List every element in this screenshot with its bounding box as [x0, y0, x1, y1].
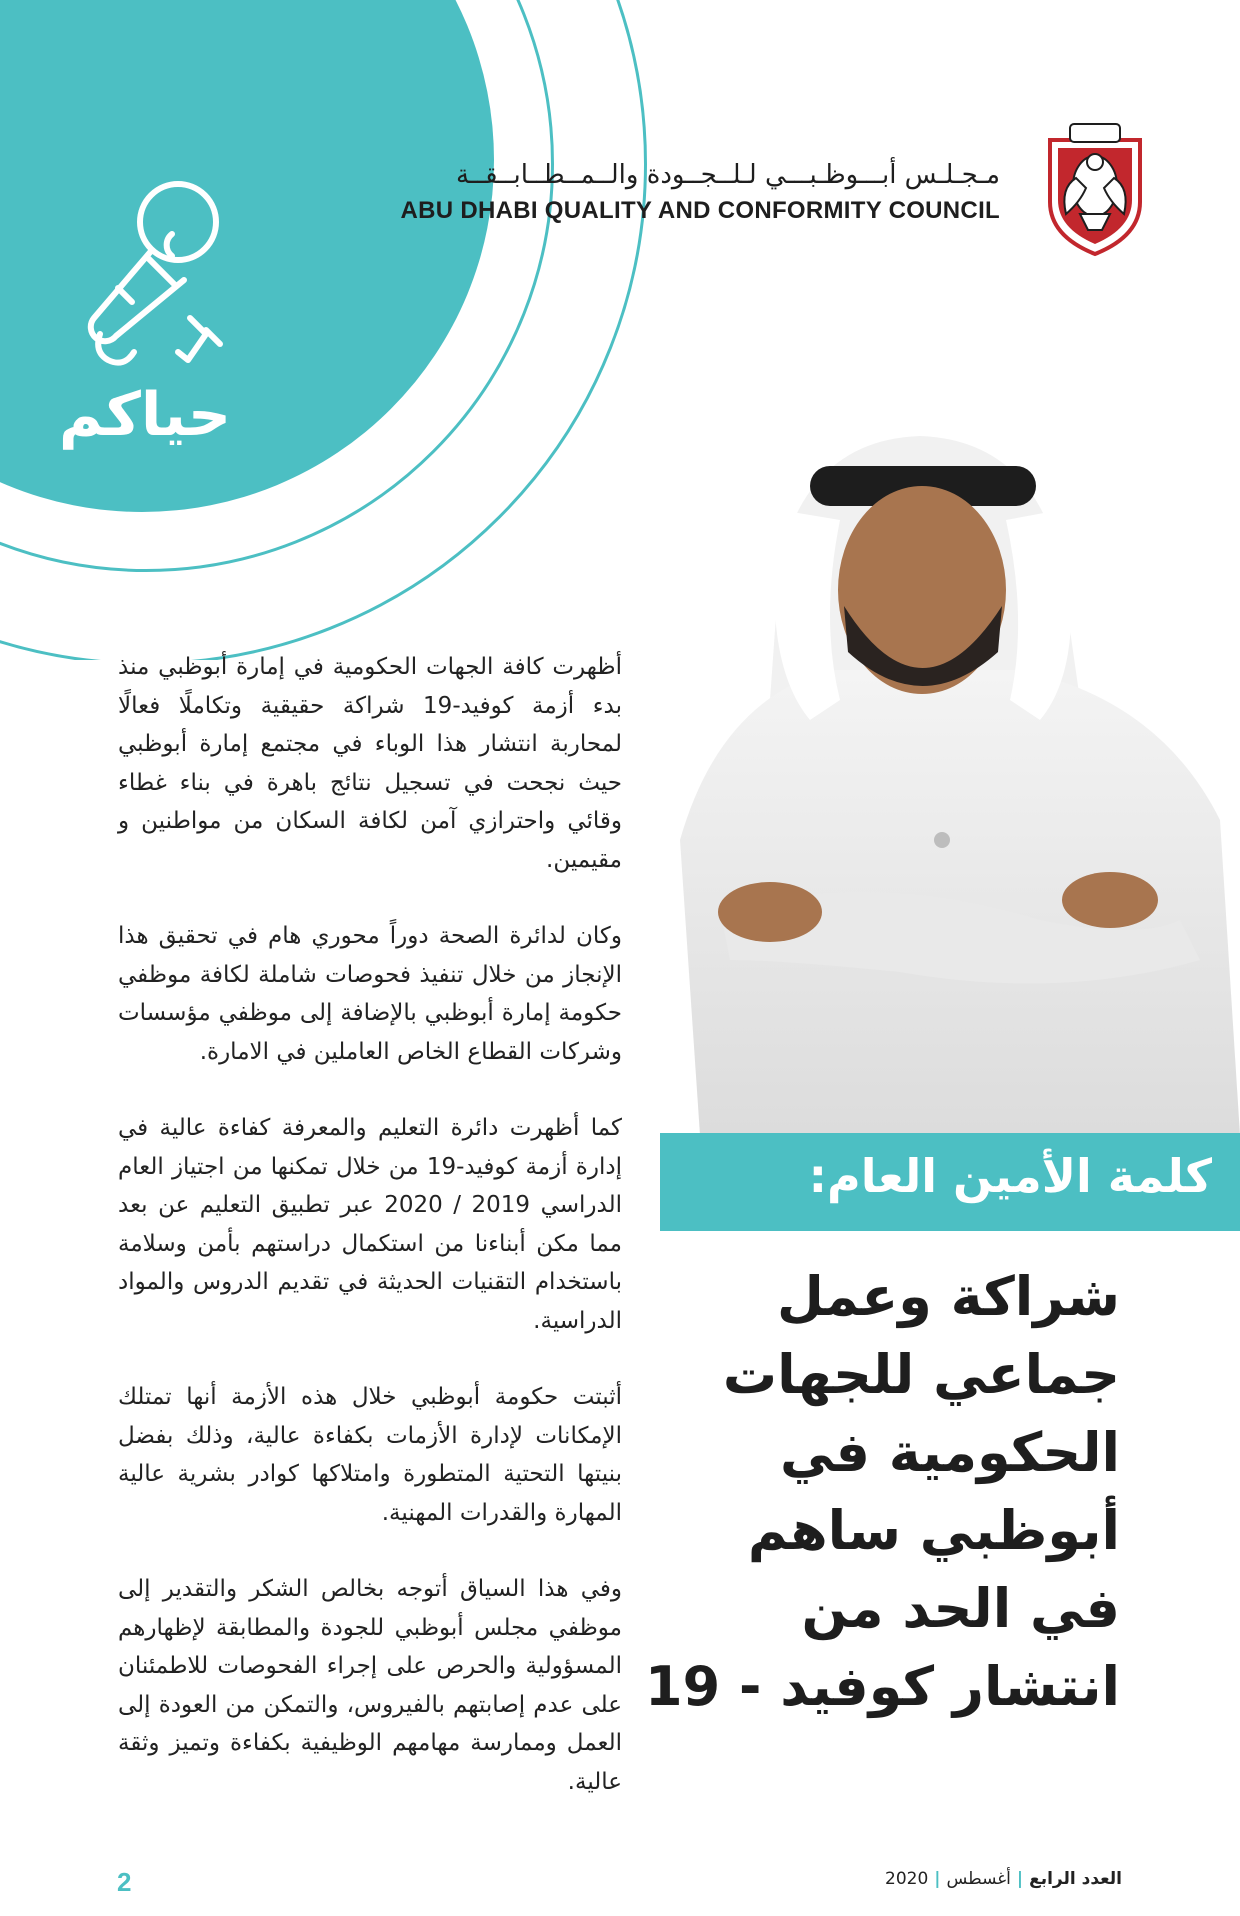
issue-info — [885, 1869, 1122, 1889]
headline-line: أبوظبي ساهم — [747, 1499, 1120, 1562]
body-paragraph: وفي هذا السياق أتوجه بخالص الشكر والتقدير إلى موظفي مجلس أبوظبي للجودة والمطابقة لإظهارهم المسؤولية والحرص على إجراء الفحوصات للاطمئنان على عدم إصابتهم بالفيروس، والتمكن من العودة إلى العمل وممارسة مهامهم الوظيفية بكفاءة وتميز وثقة عالية. — [118, 1576, 622, 1795]
headline-line: جماعي للجهات — [722, 1343, 1120, 1406]
headline-line: شراكة وعمل — [776, 1265, 1120, 1328]
body-paragraph: كما أظهرت دائرة التعليم والمعرفة كفاءة عالية في إدارة أزمة كوفيد-19 من خلال تمكنها من اجتياز العام الدراسي 2019 / 2020 عبر تطبيق التعليم عن بعد مما مكن أبناءنا من استكمال دراستهم بأمن وسلامة باستخدام التقنيات الحديثة في تقديم الدروس والمواد الدراسية. — [118, 1115, 622, 1334]
article-body — [118, 648, 622, 1839]
issue-year: 2020 — [885, 1869, 929, 1889]
page-number: 2 — [117, 1867, 132, 1897]
issue-label: العدد الرابع — [1029, 1869, 1122, 1889]
microphone-icon — [60, 170, 240, 380]
headline-line: انتشار كوفيد - 19 — [645, 1655, 1120, 1718]
portrait-photo — [660, 400, 1240, 1135]
headline-line: الحكومية في — [780, 1421, 1120, 1484]
council-name-english: ABU DHABI QUALITY AND CONFORMITY COUNCIL — [400, 197, 1000, 224]
section-heading: كلمة الأمين العام: — [660, 1133, 1240, 1231]
separator: | — [1016, 1869, 1024, 1889]
welcome-badge — [0, 0, 660, 660]
body-paragraph: أظهرت كافة الجهات الحكومية في إمارة أبوظبي منذ بدء أزمة كوفيد-19 شراكة حقيقية وتكاملًا فعالًا لمحاربة انتشار هذا الوباء في مجتمع إمارة أبوظبي حيث نجحت في تسجيل نتائج باهرة في بناء غطاء وقائي واحترازي آمن لكافة السكان من مواطنين و مقيمين. — [118, 654, 622, 873]
body-paragraph: وكان لدائرة الصحة دوراً محوري هام في تحقيق هذا الإنجاز من خلال تنفيذ فحوصات شاملة لكافة موظفي حكومة إمارة أبوظبي بالإضافة إلى موظفي مؤسسات وشركات القطاع الخاص العاملين في الامارة. — [118, 923, 622, 1065]
council-name-arabic: مـجـلـس أبـــوظـبـــي لـلــجــودة والــمــطــابــقــة — [455, 160, 1000, 190]
headline-line: في الحد من — [801, 1577, 1120, 1640]
issue-month: أغسطس — [946, 1869, 1011, 1889]
badge-title: حياكم — [58, 380, 232, 450]
body-paragraph: أثبتت حكومة أبوظبي خلال هذه الأزمة أنها تمتلك الإمكانات لإدارة الأزمات بكفاءة عالية، وذلك بفضل بنيتها التحتية المتطورة وامتلاكها كوادر بشرية عالية المهارة والقدرات المهنية. — [118, 1384, 622, 1526]
falcon-emblem-icon — [1040, 118, 1150, 258]
article-headline — [640, 1258, 1120, 1726]
separator: | — [934, 1869, 941, 1889]
